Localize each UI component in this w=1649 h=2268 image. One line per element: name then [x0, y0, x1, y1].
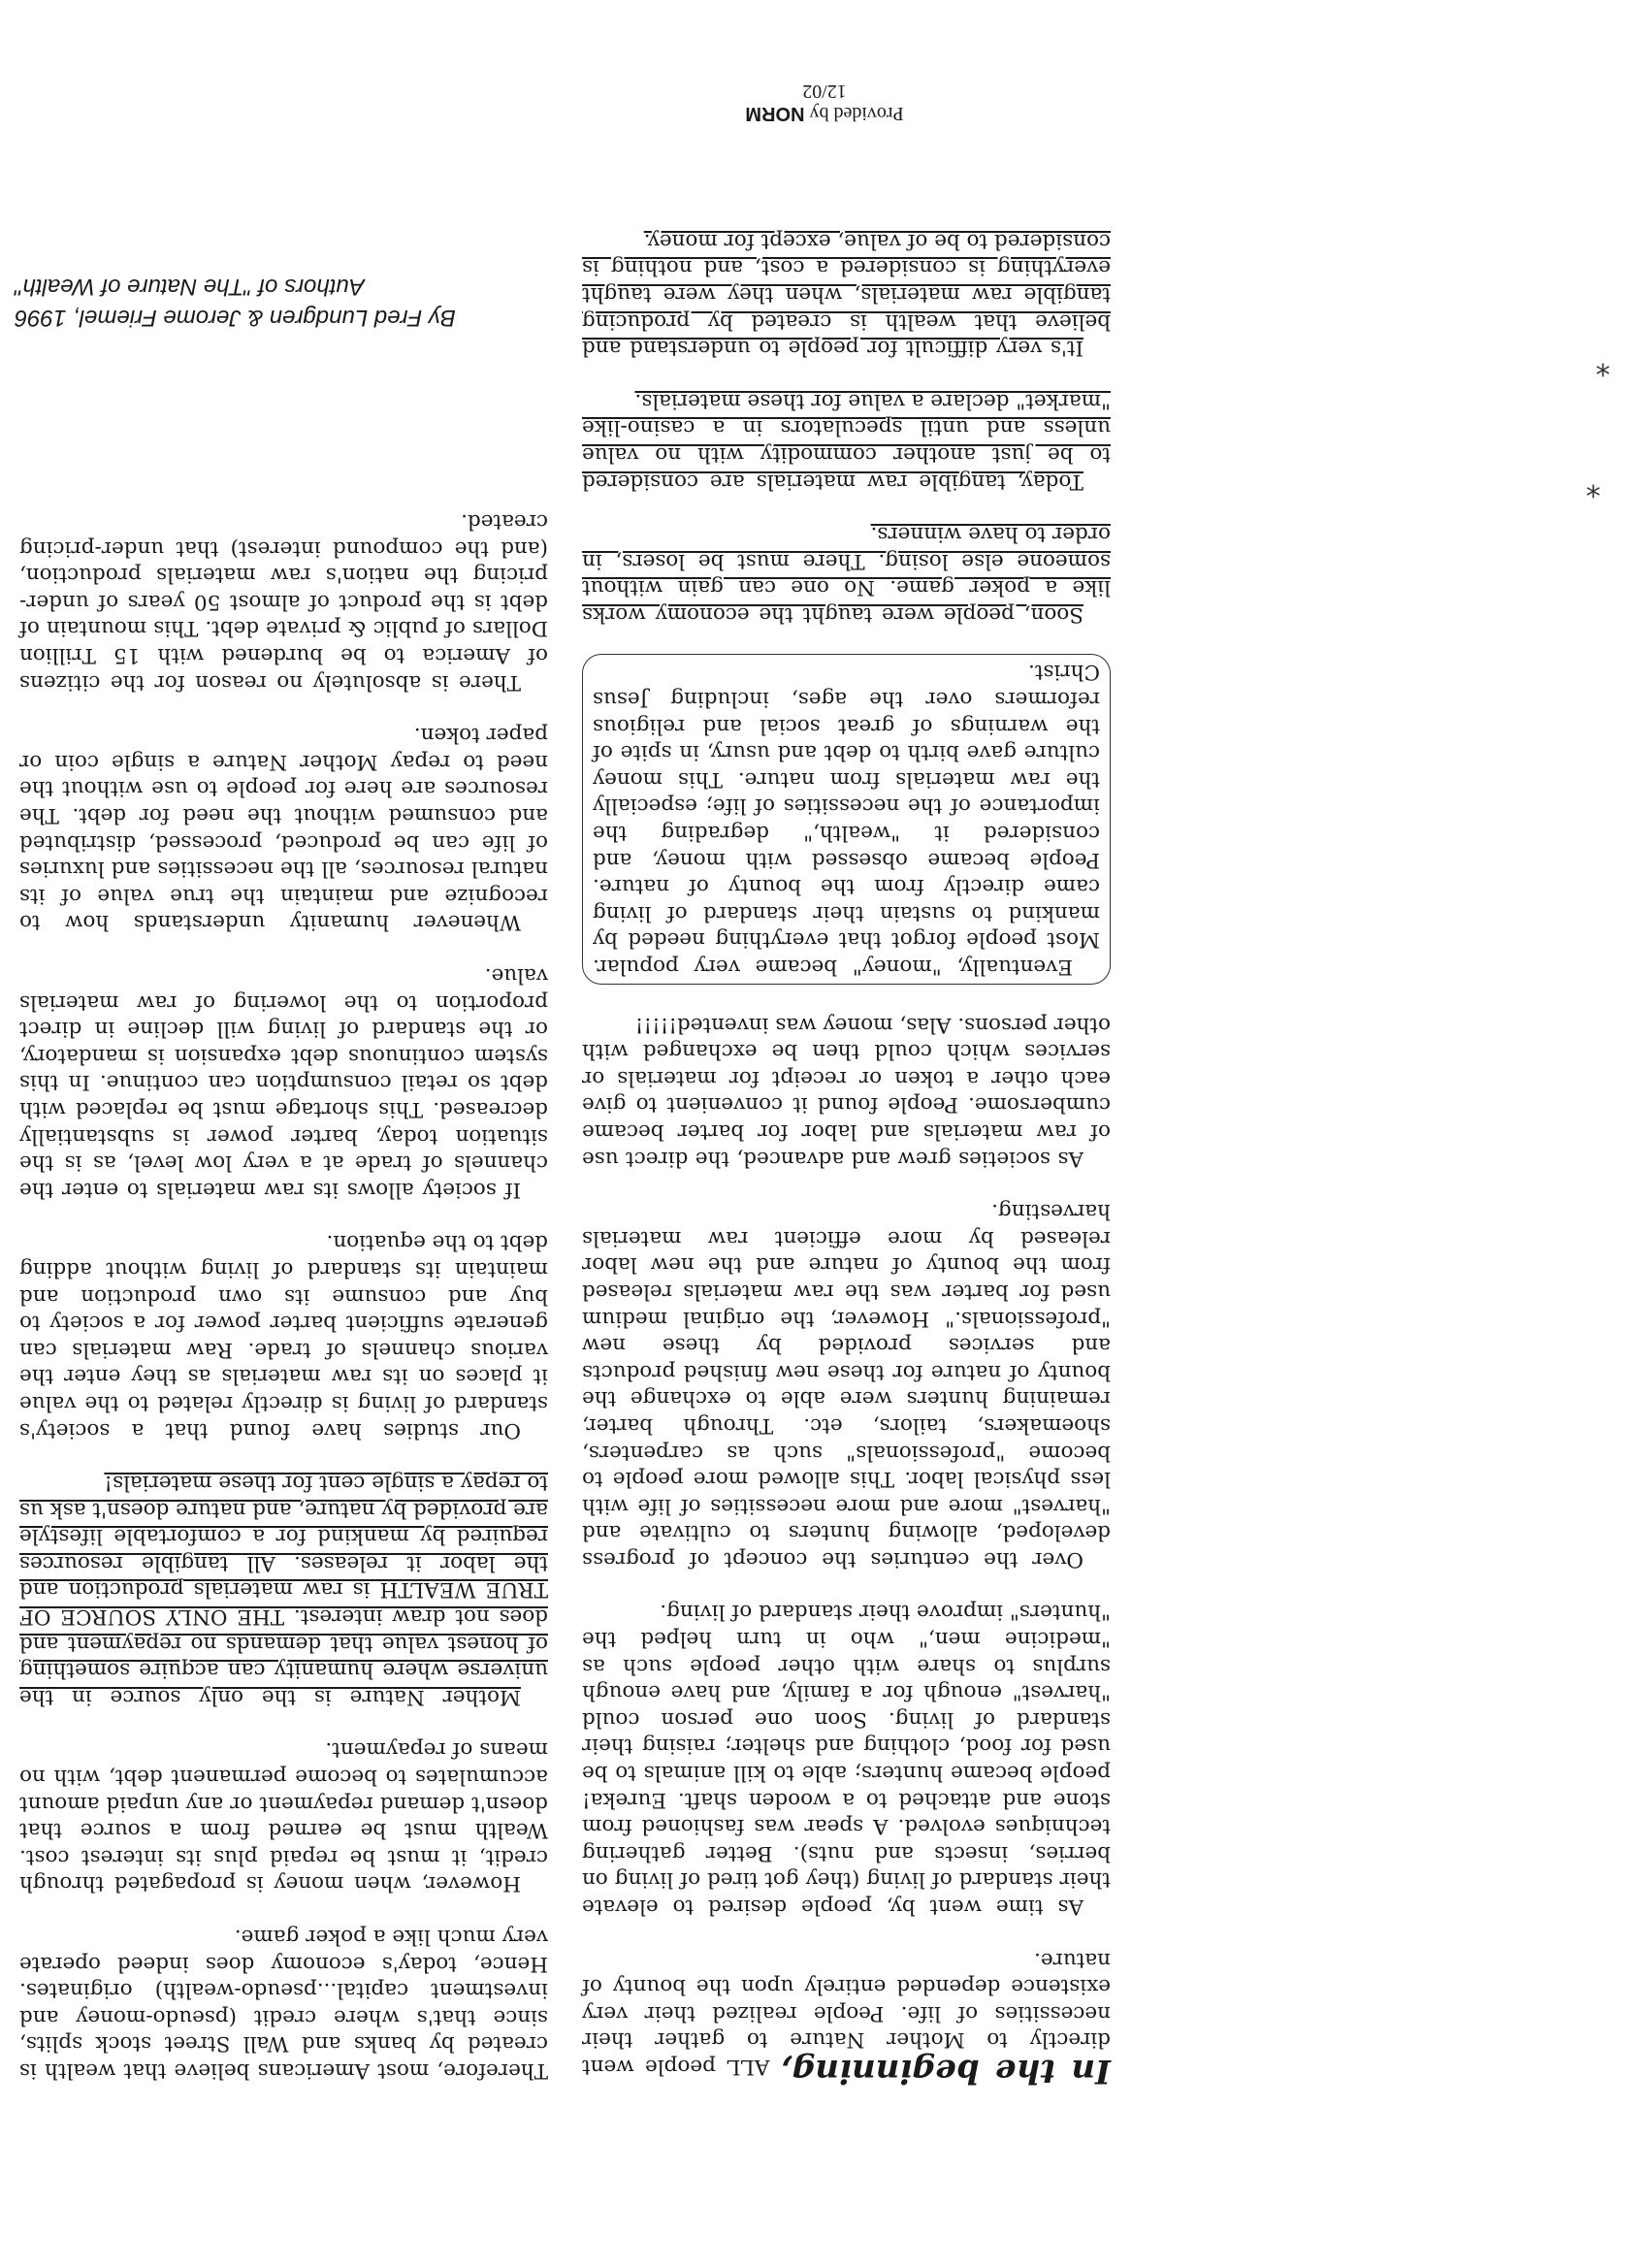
- paragraph: Over the centuries the concept of progress developed, allowing hunters to cultivate and "harvest" more and more necessities of life with less physical labor. This allowed more people to become "professionals" such as carpenters, shoemakers, tailors, etc. Through barter, remaining hunters were able to exchange the bounty of nature for these new finished products and services provided by these new "professionals." However, the original medium used for barter was the raw materials released from the bounty of nature and the new labor released by more efficient raw materials harvesting.: [582, 1199, 1111, 1571]
- underlined-paragraph: Today, tangible raw materials are considered to be just another commodity with no value unless and until speculators in a casino-like "market" declare a value for these materials.: [582, 388, 1111, 494]
- footer-provided: Provided by: [809, 103, 904, 124]
- footer: [0, 80, 1649, 124]
- intro-paragraph: In the beginning, ALL people went directly to Mother Nature to gather their necessities of life. People realized their very existence depended entirely upon the bounty of nature.: [582, 1947, 1111, 2090]
- paragraph: Whenever humanity understands how to recognize and maintain the true value of its natural resources, all the necessities and luxuries of life can be produced, processed, distributed and consumed without the need for debt. The resources are here for people to use without the need to repay Mother Nature a single coin or paper token.: [19, 723, 548, 935]
- footer-date: 12/02: [802, 81, 847, 102]
- underlined-paragraph: Soon, people were taught the economy works like a poker game. No one can gain without someone else losing. There must be losers, in order to have winners.: [582, 522, 1111, 627]
- underlined-paragraph: It's very difficult for people to understand and believe that wealth is created by producing tangible raw materials, when they were taught everything is considered a cost, and nothing is considered to be of value, except for money.: [582, 228, 1111, 361]
- paragraph: Our studies have found that a society's standard of living is directly related to the value it places on its raw materials as they enter the various channels of trade. Raw materials can generate sufficient barter power for a society to buy and consume its own production and maintain its standard of living without adding debt to the equation.: [19, 1230, 548, 1442]
- authors-of: Authors of "The Nature of Wealth": [15, 274, 365, 300]
- paragraph: If society allows its raw materials to enter the channels of trade at a very low level, as is the situation today, barter power is substantially decreased. This shortage must be replaced with debt so retail consumption can continue. In this system continuous debt expansion is mandatory, or the standard of living will decline in direct proportion to the lowering of raw materials value.: [19, 963, 548, 1202]
- left-column: [582, 201, 1111, 2090]
- byline: [15, 271, 558, 333]
- underlined-paragraph: Mother Nature is the only source in the universe where humanity can acquire something of honest value that demands no repayment and does not draw interest. THE ONLY SOURCE OF TRUE WEALTH is raw materials production and the labor it releases. All tangible resources required by mankind for a comfortable lifestyle are provided by nature, and nature doesn't ask us to repay a single cent for these materials!: [19, 1471, 548, 1709]
- title-lead: In the beginning,: [780, 2052, 1111, 2090]
- circled-paragraph: Eventually, "money" became very popular. Most people forgot that everything needed by mankind to sustain their standard of living came directly from the bounty of nature. People became obsessed with money, and considered it "wealth," degrading the importance of the necessities of life; especially the raw materials from nature. This money culture gave birth to debt and usury, in spite of the warnings of great social and religious reformers over the ages, including Jesus Christ.: [582, 654, 1111, 985]
- author-names: By Fred Lundgren & Jerome Friemel, 1996: [15, 305, 456, 331]
- right-column: [19, 482, 548, 2084]
- footer-org: NORM: [745, 103, 805, 124]
- paragraph: As time went by, people desired to elevate their standard of living (they got tired of living on berries, insects and nuts). Better gathering techniques evolved. A spear was fashioned from stone and attached to a wooden shaft. Eureka! people became hunters; able to kill animals to be used for food, clothing and shelter; raising their standard of living. Soon one person could "harvest" enough for a family, and have enough surplus to share with other people such as "medicine men," who in turn helped the "hunters" improve their standard of living.: [582, 1600, 1111, 1920]
- paragraph: Therefore, most Americans believe that wealth is created by banks and Wall Street stock splits, since that's where credit (pseudo-money and investment capital...pseudo-wealth) originates. Hence, today's economy does indeed operate very much like a poker game.: [19, 1925, 548, 2083]
- handwritten-asterisk-icon: *: [1586, 469, 1600, 502]
- paragraph: As societies grew and advanced, the direct use of raw materials and labor for barter became cumbersome. People found it convenient to give each other a token or receipt for materials or services which could then be exchanged with other persons. Alas, money was invented!!!!!: [582, 1012, 1111, 1171]
- paragraph: However, when money is propagated through credit, it must be repaid plus its interest cost. Wealth must be earned from a source that doesn't demand repayment or any unpaid amount accumulates to become permanent debt, with no means of repayment.: [19, 1737, 548, 1896]
- handwritten-asterisk-icon: *: [1596, 347, 1610, 381]
- paragraph: There is absolutely no reason for the citizens of America to be burdened with 15 Trillion Dollars of public & private debt. This mountain of debt is the product of almost 50 years of under-pricing the nation's raw materials production, (and the compound interest) that under-pricing created.: [19, 509, 548, 695]
